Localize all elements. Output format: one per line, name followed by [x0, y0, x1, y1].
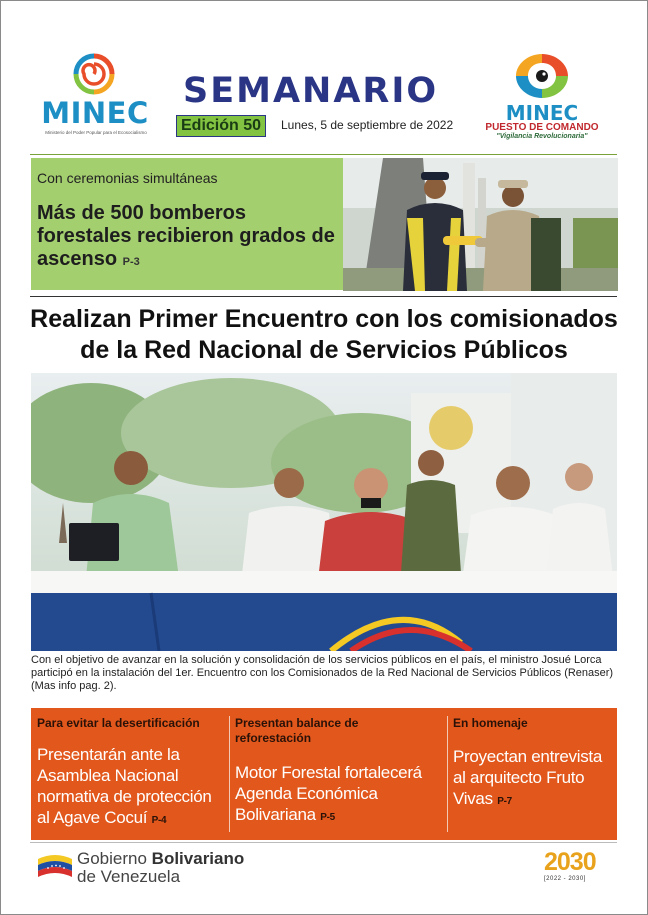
- gobierno-line-2: de Venezuela: [77, 867, 181, 886]
- top-story-headline: Más de 500 bomberos forestales recibieron grados de ascenso P-3: [37, 202, 335, 270]
- minec-logo-right: [482, 48, 612, 148]
- main-photo-caption: Con el objetivo de avanzar en la solución y consolidación de los servicios públicos en el país, el ministro Josué Lorca participó en la instalación del 1er. Encuentro con los Comisionados de la Red Nacional de Servicios Públicos (Renaser) (Mas info pag. 2).: [31, 654, 614, 692]
- main-story-photo: [31, 373, 617, 651]
- section-divider: [30, 296, 617, 297]
- bottom-story-1-kicker: Para evitar la desertificación: [37, 716, 200, 730]
- top-story-kicker: Con ceremonias simultáneas: [37, 170, 218, 186]
- venezuela-flag-icon: [36, 851, 74, 885]
- bottom-story-2-page-ref: P-5: [320, 812, 335, 823]
- top-story-page-ref: P-3: [122, 256, 140, 268]
- bottom-story-3-headline: Proyectan entrevista al arquitecto Fruto Vivas P-7: [453, 747, 602, 808]
- issue-date: Lunes, 5 de septiembre de 2022: [281, 118, 454, 132]
- top-story-box[interactable]: [31, 158, 343, 290]
- plan-2030-year: 2030: [544, 848, 596, 876]
- meeting-photo-icon: [31, 373, 617, 651]
- puesto-de-comando-label: PUESTO DE COMANDO: [485, 122, 599, 133]
- spiral-logo-icon: [70, 52, 118, 96]
- header-divider: [30, 154, 617, 155]
- top-story-photo: [343, 158, 618, 291]
- footer-divider: [30, 842, 617, 843]
- minec-left-wordmark: MINEC: [41, 96, 149, 130]
- eye-logo-icon: [512, 50, 572, 102]
- gobierno-line-1: Gobierno Bolivariano: [77, 849, 245, 868]
- minec-logo-left: [40, 50, 150, 140]
- bottom-story-3-kicker: En homenaje: [453, 716, 528, 730]
- bottom-story-3-page-ref: P-7: [497, 796, 512, 807]
- bottom-story-2-headline: Motor Forestal fortalecerá Agenda Económica Bolivariana P-5: [235, 763, 422, 824]
- bottom-story-2-kicker: Presentan balance de reforestación: [235, 716, 359, 745]
- vigilancia-tagline: "Vigilancia Revolucionaria": [496, 133, 588, 140]
- edition-badge: Edición 50: [176, 115, 266, 137]
- plan-2030-range: [2022 - 2030]: [544, 876, 586, 882]
- newspaper-title: SEMANARIO: [183, 71, 439, 111]
- bottom-story-1-headline: Presentarán ante la Asamblea Nacional normativa de protección al Agave Cocuí P-4: [37, 745, 212, 827]
- bottom-story-2[interactable]: [229, 708, 447, 840]
- bottom-story-1[interactable]: [31, 708, 229, 840]
- firefighter-ceremony-photo-icon: [343, 158, 618, 291]
- bottom-stories-band: [31, 708, 617, 840]
- main-headline[interactable]: Realizan Primer Encuentro con los comisionados de la Red Nacional de Servicios Públicos: [30, 305, 618, 364]
- plan-2030-logo: [540, 846, 616, 890]
- bottom-story-1-page-ref: P-4: [151, 815, 167, 826]
- gobierno-bolivariano-logo: [36, 849, 266, 889]
- minec-left-subtitle: Ministerio del Poder Popular para el Ecosocialismo: [45, 130, 147, 135]
- minec-right-wordmark: MINEC: [505, 101, 579, 125]
- bottom-story-3[interactable]: [447, 708, 617, 840]
